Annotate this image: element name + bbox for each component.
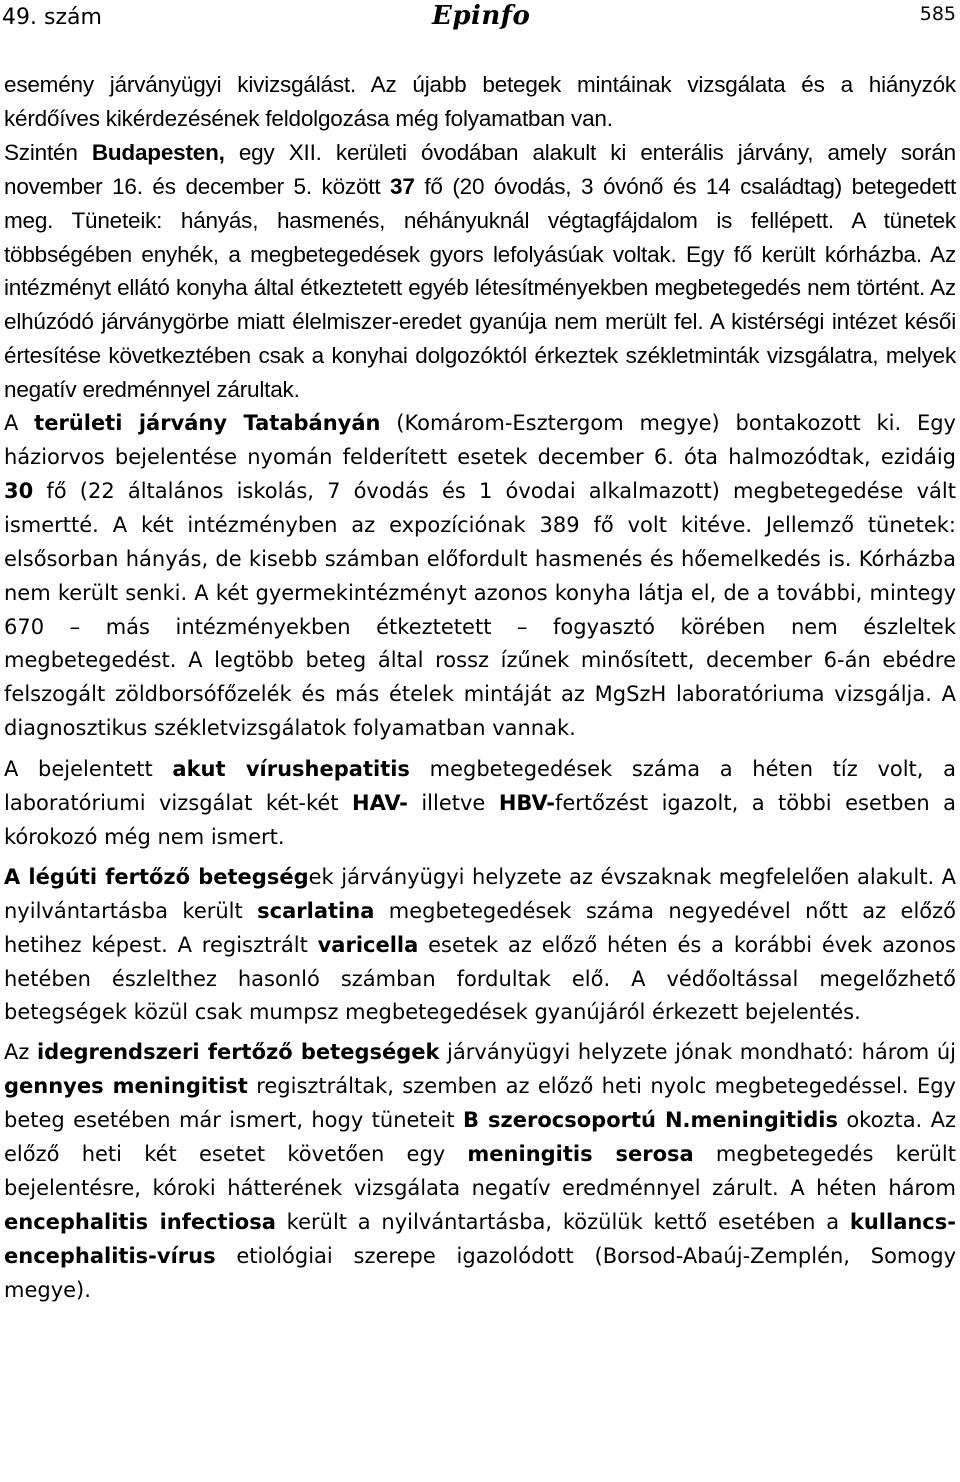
bold-term: kullancs-encephalitis-vírus [4, 1209, 956, 1268]
text-run: egy XII. kerületi óvodában alakult ki enterális járvány, amely során november 16. és december 5. között [4, 139, 956, 199]
text-run: megbetegedések száma a héten tíz volt, a laboratóriumi vizsgálat két-két [4, 757, 957, 816]
bold-term: varicella [317, 932, 419, 957]
text-run: okozta. Az előző heti két esetet követően egy [4, 1108, 956, 1167]
bold-term: meningitis serosa [467, 1142, 694, 1167]
page-number: 585 [919, 3, 956, 25]
text-run: esetek az előző héten és a korábbi évek azonos hetében észlelthez hasonló számban fordultak elő. A védőoltással megelőzhető betegségek közül csak mumpsz megbetegedések gyanújáról érkezett bejelentés. [4, 932, 956, 1025]
article-body [4, 68, 956, 1314]
text-run: Szintén [4, 139, 92, 165]
paragraph-viral-hepatitis [4, 753, 956, 855]
text-run: járványügyi helyzete jónak mondható: három új [439, 1040, 956, 1065]
issue-number: 49. szám [2, 5, 102, 30]
bold-term: akut vírushepatitis [172, 757, 410, 782]
text-run: megbetegedés került bejelentésre, kóroki hátterének vizsgálata negatív eredménnyel zárult. A héten három [4, 1142, 957, 1200]
text-run: került a nyilvántartásba, közülük kettő esetében a [275, 1209, 850, 1234]
paragraph-event-investigation [4, 68, 956, 136]
paragraph-tatabanya-outbreak [4, 407, 956, 746]
paragraph-respiratory-infections [4, 861, 956, 1031]
text-run: regisztráltak, szemben az előző heti nyolc megbetegedéssel. Egy beteg esetében már ismert, hogy tüneteit [4, 1074, 956, 1133]
text-run: fő (20 óvodás, 3 óvónő és 14 családtag) betegedett meg. Tüneteik: hányás, hasmenés, néhányuknál végtagfájdalom is fellépett. A tünetek többségében enyhék, a megbetegedések gyors lefolyásúak voltak. Egy fő került kórházba. Az intézményt ellátó konyha által étkeztetett egyéb létesítményekben megbetegedés nem történt. Az elhúzódó járványgörbe miatt élelmiszer-eredet gyanúja nem merült fel. A kistérségi intézet késői értesítése következtében csak a konyhai dolgozóktól érkeztek székletminták vizsgálatra, melyek negatív eredménnyel zárultak. [4, 173, 956, 403]
text-run: etiológiai szerepe igazolódott (Borsod-Abaúj-Zemplén, Somogy megye). [4, 1243, 956, 1302]
bold-term: 37 [390, 173, 415, 199]
paragraph-budapest-outbreak [4, 136, 956, 407]
bold-term: Budapesten, [91, 139, 225, 165]
text-run: illetve [407, 791, 499, 816]
text-run: A [4, 411, 35, 436]
epinfo-logo: Epinfo [432, 1, 531, 31]
text-run: fertőzést igazolt, a többi esetben a kórokozó még nem ismert. [4, 791, 957, 849]
text-run: (Komárom-Esztergom megye) bontakozott ki. Egy háziorvos bejelentése nyomán felderített esetek december 6. óta halmozódtak, ezidáig [4, 411, 956, 469]
bold-term: scarlatina [257, 898, 375, 923]
text-run: fő (22 általános iskolás, 7 óvodás és 1 óvodai alkalmazott) megbetegedése vált ismertté. A két intézményben az expozíciónak 389 fő volt kitéve. Jellemző tünetek: elsősorban hányás, de kisebb számban előfordult hasmenés és hőemelkedés is. Kórházba nem került senki. A két gyermekintézményt azonos konyha látja el, de a további, mintegy 670 – más intézményekben étkeztetett – fogyasztó körében nem észleltek megbetegedést. A legtöbb beteg által rossz ízűnek minősített, december 6-án ebédre felszogált zöldborsófőzelék és más ételek mintáját az MgSzH laboratóriuma vizsgálja. A diagnosztikus székletvizsgálatok folyamatban vannak. [4, 478, 956, 741]
bold-term: gennyes meningitist [4, 1074, 248, 1099]
text-run: A bejelentett [4, 757, 173, 782]
bold-term: encephalitis infectiosa [4, 1209, 276, 1234]
bold-term: 30 [4, 478, 34, 503]
bold-term: idegrendszeri fertőző betegségek [36, 1040, 440, 1065]
bold-term: B szerocsoportú N.meningitidis [463, 1108, 838, 1133]
text-run: ek járványügyi helyzete az évszaknak megfelelően alakult. A nyilvántartásba került [4, 864, 957, 923]
paragraph-neurological-infections [4, 1036, 956, 1307]
page-header [0, 0, 960, 40]
bold-term: A légúti fertőző betegség [4, 864, 309, 889]
text-run: Az [4, 1040, 37, 1065]
bold-term: HBV- [498, 791, 555, 816]
text-run: megbetegedések száma negyedével nőtt az előző hetihez képest. A regisztrált [4, 898, 956, 957]
bold-term: területi járvány Tatabányán [34, 411, 381, 436]
bold-term: HAV- [352, 791, 408, 816]
text-run: esemény járványügyi kivizsgálást. Az újabb betegek mintáinak vizsgálata és a hiányzók kérdőíves kikérdezésének feldolgozása még folyamatban van. [4, 72, 956, 131]
